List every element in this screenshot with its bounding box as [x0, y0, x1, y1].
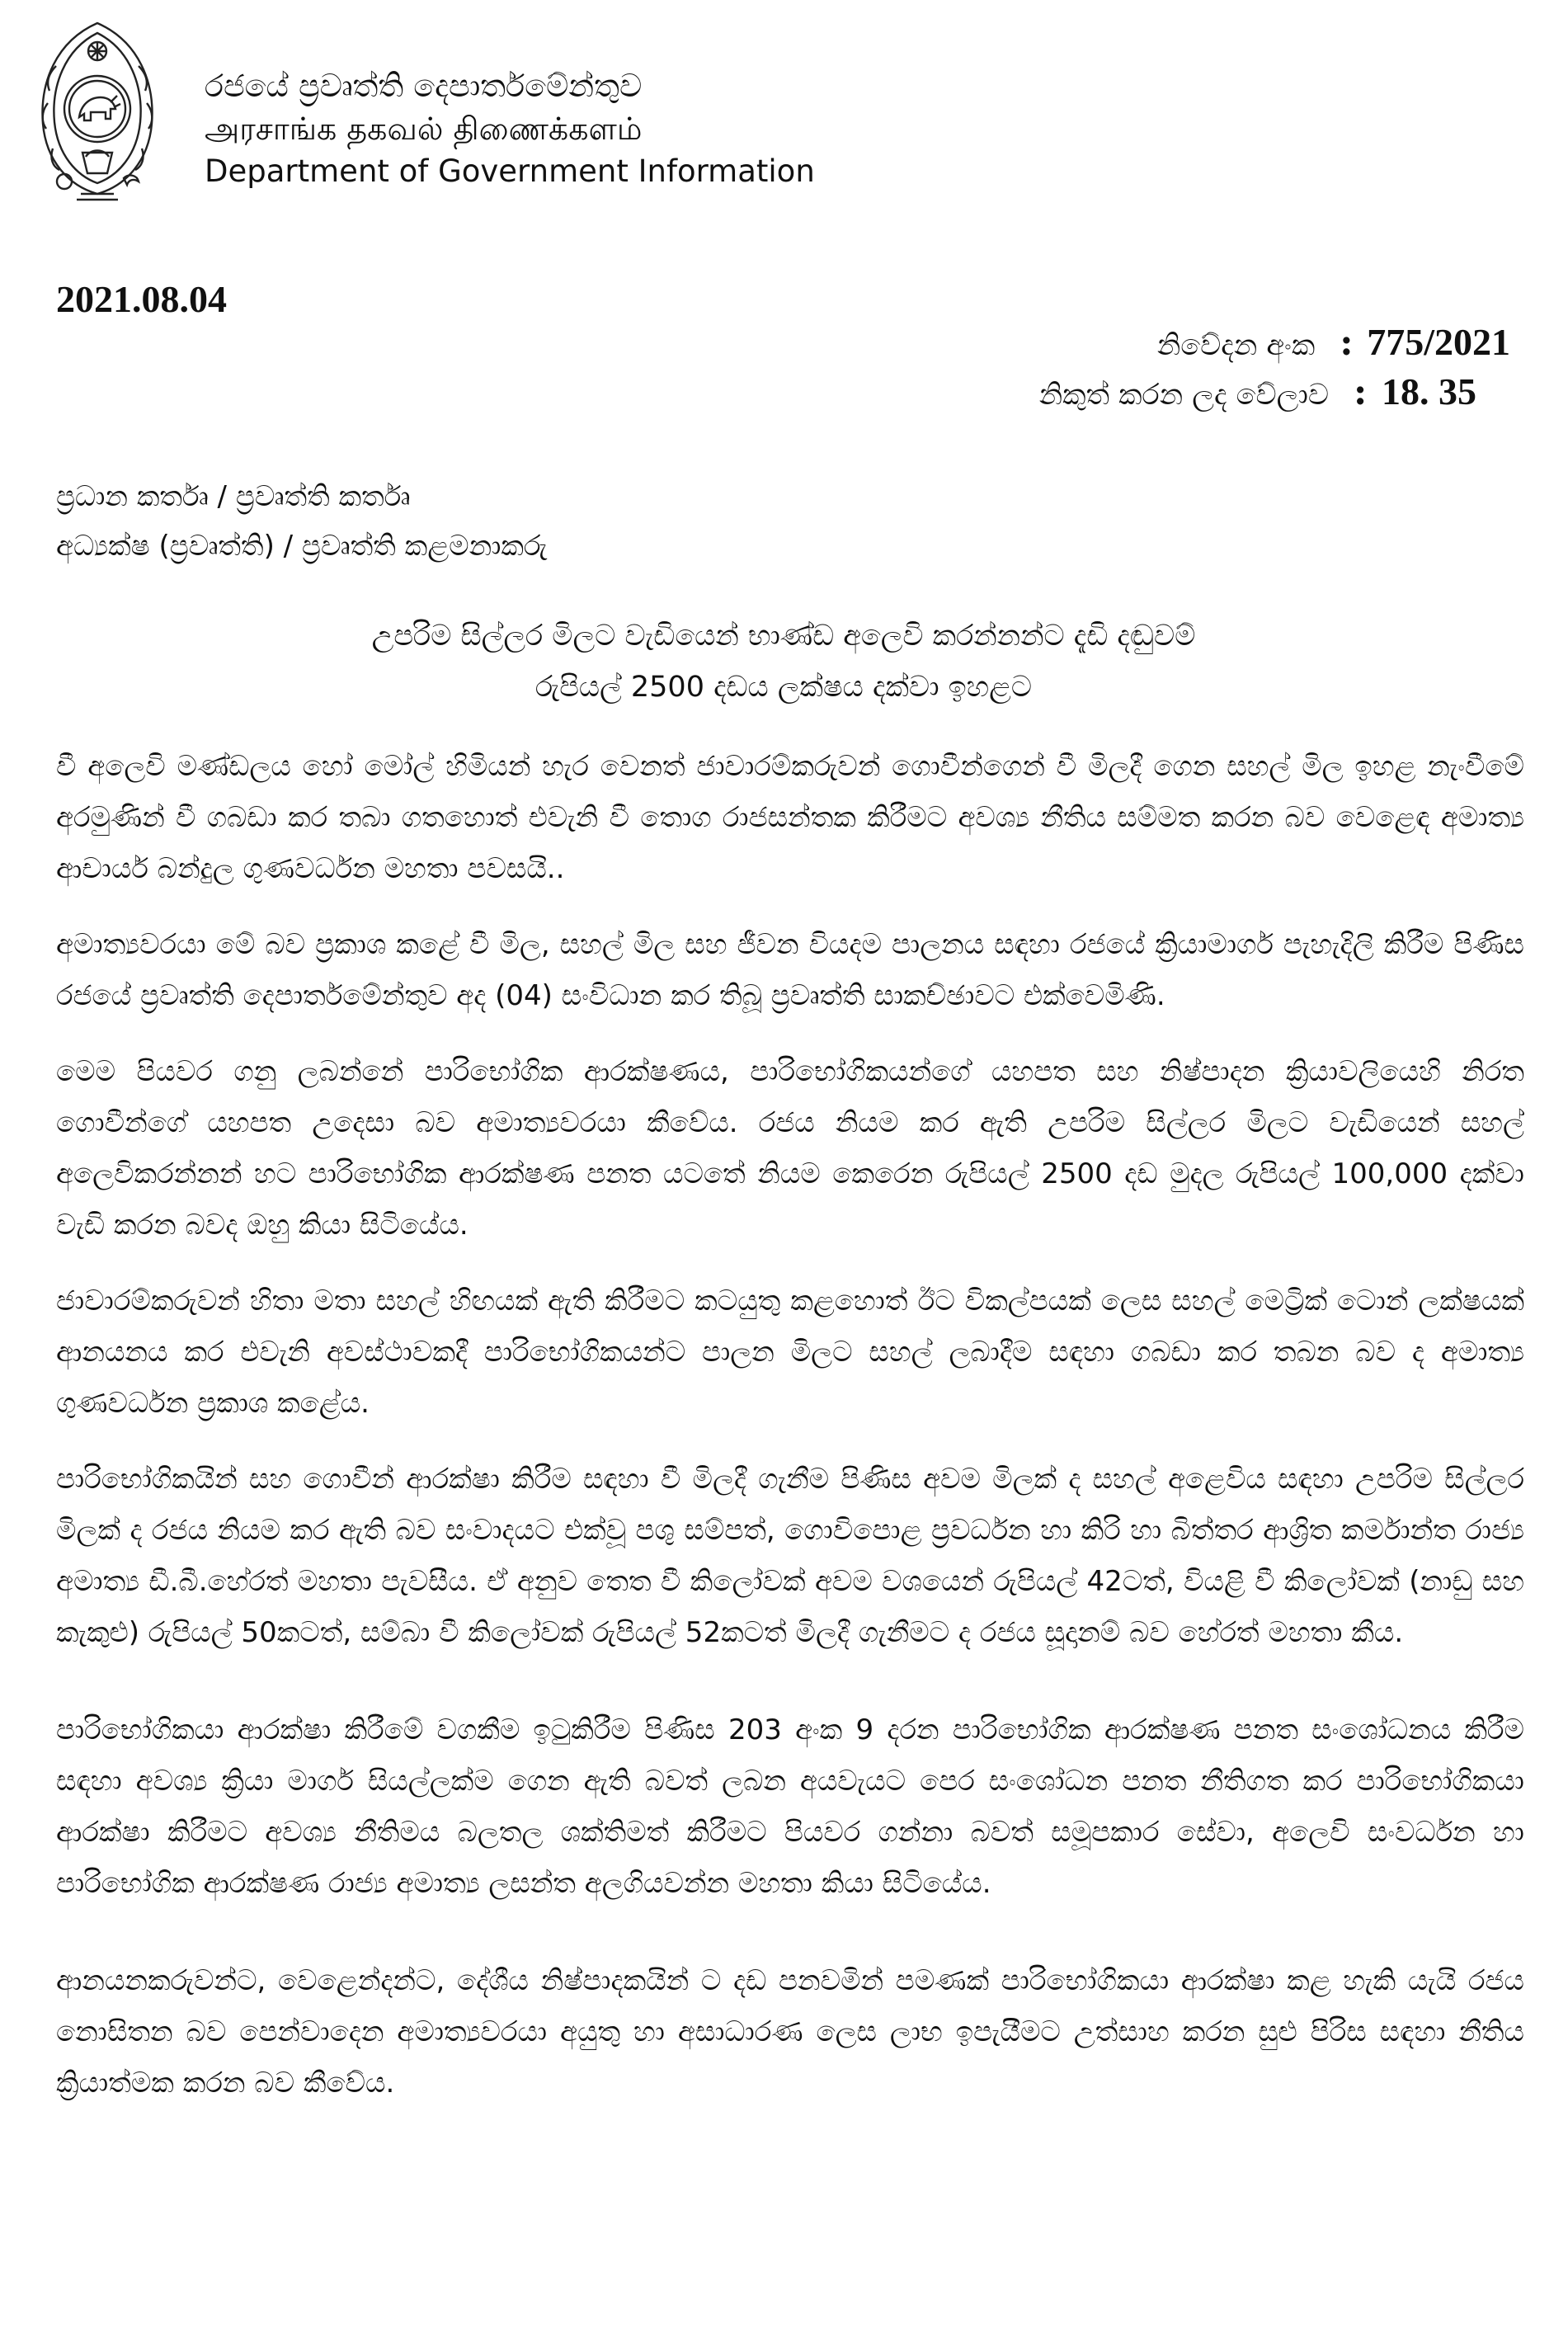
paragraph: ආනයනකරුවන්ට, වෙළෙන්දන්ට, දේශීය නිෂ්පාදකයින් ට දඩ පනවමින් පමණක් පාරිභෝගිකයා ආරක්ෂා කළ හැකි යැයි රජය නොසිතන බව පෙන්වාදෙන අමාත්‍යවරයා අයුතු හා අසාධාරණ ලෙස ලාභ ඉපැයීමට උත්සාහ කරන සුළු පිරිස සඳහා නීතිය ක්‍රියාත්මක කරන බව කීවේය.: [56, 1964, 1524, 2100]
paragraph: පාරිභෝගිකයින් සහ ගොවීන් ආරක්ෂා කිරීම සඳහා වී මිලදී ගැනීම පිණිස අවම මිලක් ද සහල් අළෙවිය සඳහා උපරිම සිල්ලර මිලක් ද රජය නියම කර ඇති බව සංවාදයට එක්වූ පශු සම්පත්, ගොවිපොළ ප්‍රවර්ධන හා කිරි හා බිත්තර ආශ්‍රිත කර්මාන්ත රාජ්‍ය අමාත්‍ය ඩී.බී.හේරත් මහතා පැවසීය. ඒ අනුව තෙත වී කිලෝවක් අවම වශයෙන් රුපියල් 42ටත්, වියළි වී කිලෝවක් (නාඩු සහ කැකුළු) රුපියල් 50කටත්, සම්බා වී කිලෝවක් රුපියල් 52කටත් මිලදී ගැනීමට ද රජය සූදානම් බව හේරත් මහතා කීය.: [56, 1463, 1524, 1649]
issue-time-label: නිකුත් කරන ලද වේලාව: [1038, 379, 1329, 412]
department-header: [205, 64, 815, 193]
paragraph: අමාත්‍යවරයා මේ බව ප්‍රකාශ කළේ වී මිල, සහල් මිල සහ ජීවන වියදම පාලනය සඳහා රජයේ ක්‍රියාමාර්ග පැහැදිලි කිරීම පිණිස රජයේ ප්‍රවෘත්ති දෙපාර්තමේන්තුව අද (04) සංවිධාන කර තිබූ ප්‍රවෘත්ති සාකච්ඡාවට එක්වෙමිණි.: [56, 928, 1524, 1012]
recipient-line-2: අධ්‍යක්ෂ (ප්‍රවෘත්ති) / ප්‍රවෘත්ති කළමනාකරු: [56, 530, 548, 563]
issue-time-value: 18. 35: [1382, 370, 1476, 412]
paragraph: පාරිභෝගිකයා ආරක්ෂා කිරීමේ වගකීම ඉටුකිරීම පිණිස 203 අංක 9 දරන පාරිභෝගික ආරක්ෂණ පනත සංශෝධනය කිරීම සඳහා අවශ්‍ය ක්‍රියා මාර්ග සියල්ලක්ම ගෙන ඇති බවත් ලබන අයවැයට පෙර සංශෝධන පනත නීතිගත කර පාරිභෝගිකයා ආරක්ෂා කිරීමට අවශ්‍ය නීතිමය බලතල ශක්තිමත් කිරීමට පියවර ගන්නා බවත් සමූපකාර සේවා, අලෙවි සංවර්ධන හා පාරිභෝගික ආරක්ෂණ රාජ්‍ය අමාත්‍ය ලසන්ත අලගියවන්න මහතා කියා සිටියේය.: [56, 1713, 1524, 1900]
department-name-tamil: அரசாங்க தகவல் திணைக்களம்: [205, 111, 643, 147]
release-date: 2021.08.04: [56, 278, 227, 320]
paragraph: ජාවාරම්කරුවන් හිතා මතා සහල් හිඟයක් ඇති කිරීමට කටයුතු කළහොත් ඊට විකල්පයක් ලෙස සහල් මෙට්‍රික් ටොන් ලක්ෂයක් ආනයනය කර එවැනි අවස්ථාවකදී පාරිභෝගිකයන්ට පාලන මිලට සහල් ලබාදීම සඳහා ගබඩා කර තබන බව ද අමාත්‍ය ගුණවර්ධන ප්‍රකාශ කළේය.: [56, 1284, 1524, 1420]
paragraph: වී අලෙවි මණ්ඩලය හෝ මෝල් හිමියන් හැර වෙනත් ජාවාරම්කරුවන් ගොවීන්ගෙන් වී මිලදී ගෙන සහල් මිල ඉහළ නැංවීමේ අරමුණින් වී ගබඩා කර තබා ගතහොත් එවැනි වී තොග රාජසන්තක කිරීමට අවශ්‍ය නීතිය සම්මත කරන බව වෙළෙඳ අමාත්‍ය ආචාර්ය බන්දුල ගුණවර්ධන මහතා පවසයි..: [56, 750, 1524, 885]
paragraph: මෙම පියවර ගනු ලබන්නේ පාරිභෝගික ආරක්ෂණය, පාරිභෝගිකයන්ගේ යහපත සහ නිෂ්පාදන ක්‍රියාවලියෙහි නිරත ගොවීන්ගේ යහපත උදෙසා බව අමාත්‍යවරයා කීවේය. රජය නියම කර ඇති උපරිම සිල්ලර මිලට වැඩියෙන් සහල් අලෙවිකරන්නන් හට පාරිභෝගික ආරක්ෂණ පනත යටතේ නියම කෙරෙන රුපියල් 2500 දඩ මුදල රුපියල් 100,000 දක්වා වැඩි කරන බවද ඔහු කියා සිටියේය.: [56, 1055, 1524, 1242]
headline: [82, 610, 1485, 713]
department-name-english: Department of Government Information: [205, 153, 815, 189]
release-meta: [883, 320, 1510, 419]
headline-line-2: රුපියල් 2500 දඩය ලක්ෂය දක්වා ඉහළට: [534, 671, 1033, 704]
issue-time-row: [883, 370, 1510, 419]
release-number-value: 775/2021: [1367, 321, 1510, 363]
press-release-body: [56, 741, 1524, 2133]
department-name-sinhala: රජයේ ප්‍රවෘත්ති දෙපාර්තමේන්තුව: [205, 68, 643, 104]
sri-lanka-emblem-icon: [31, 16, 163, 210]
headline-line-1: උපරිම සිල්ලර මිලට වැඩියෙන් භාණ්ඩ අලෙවි කරන්නන්ට දැඩි දඬුවම්: [371, 620, 1196, 653]
recipient-line-1: ප්‍රධාන කර්තෘ / ප්‍රවෘත්ති කර්තෘ: [56, 480, 411, 513]
release-number-label: නිවේදන අංක: [1156, 329, 1316, 362]
colon-separator: :: [1354, 371, 1368, 413]
release-number-row: [883, 320, 1510, 370]
recipients: [56, 472, 547, 571]
colon-separator: :: [1340, 322, 1354, 364]
